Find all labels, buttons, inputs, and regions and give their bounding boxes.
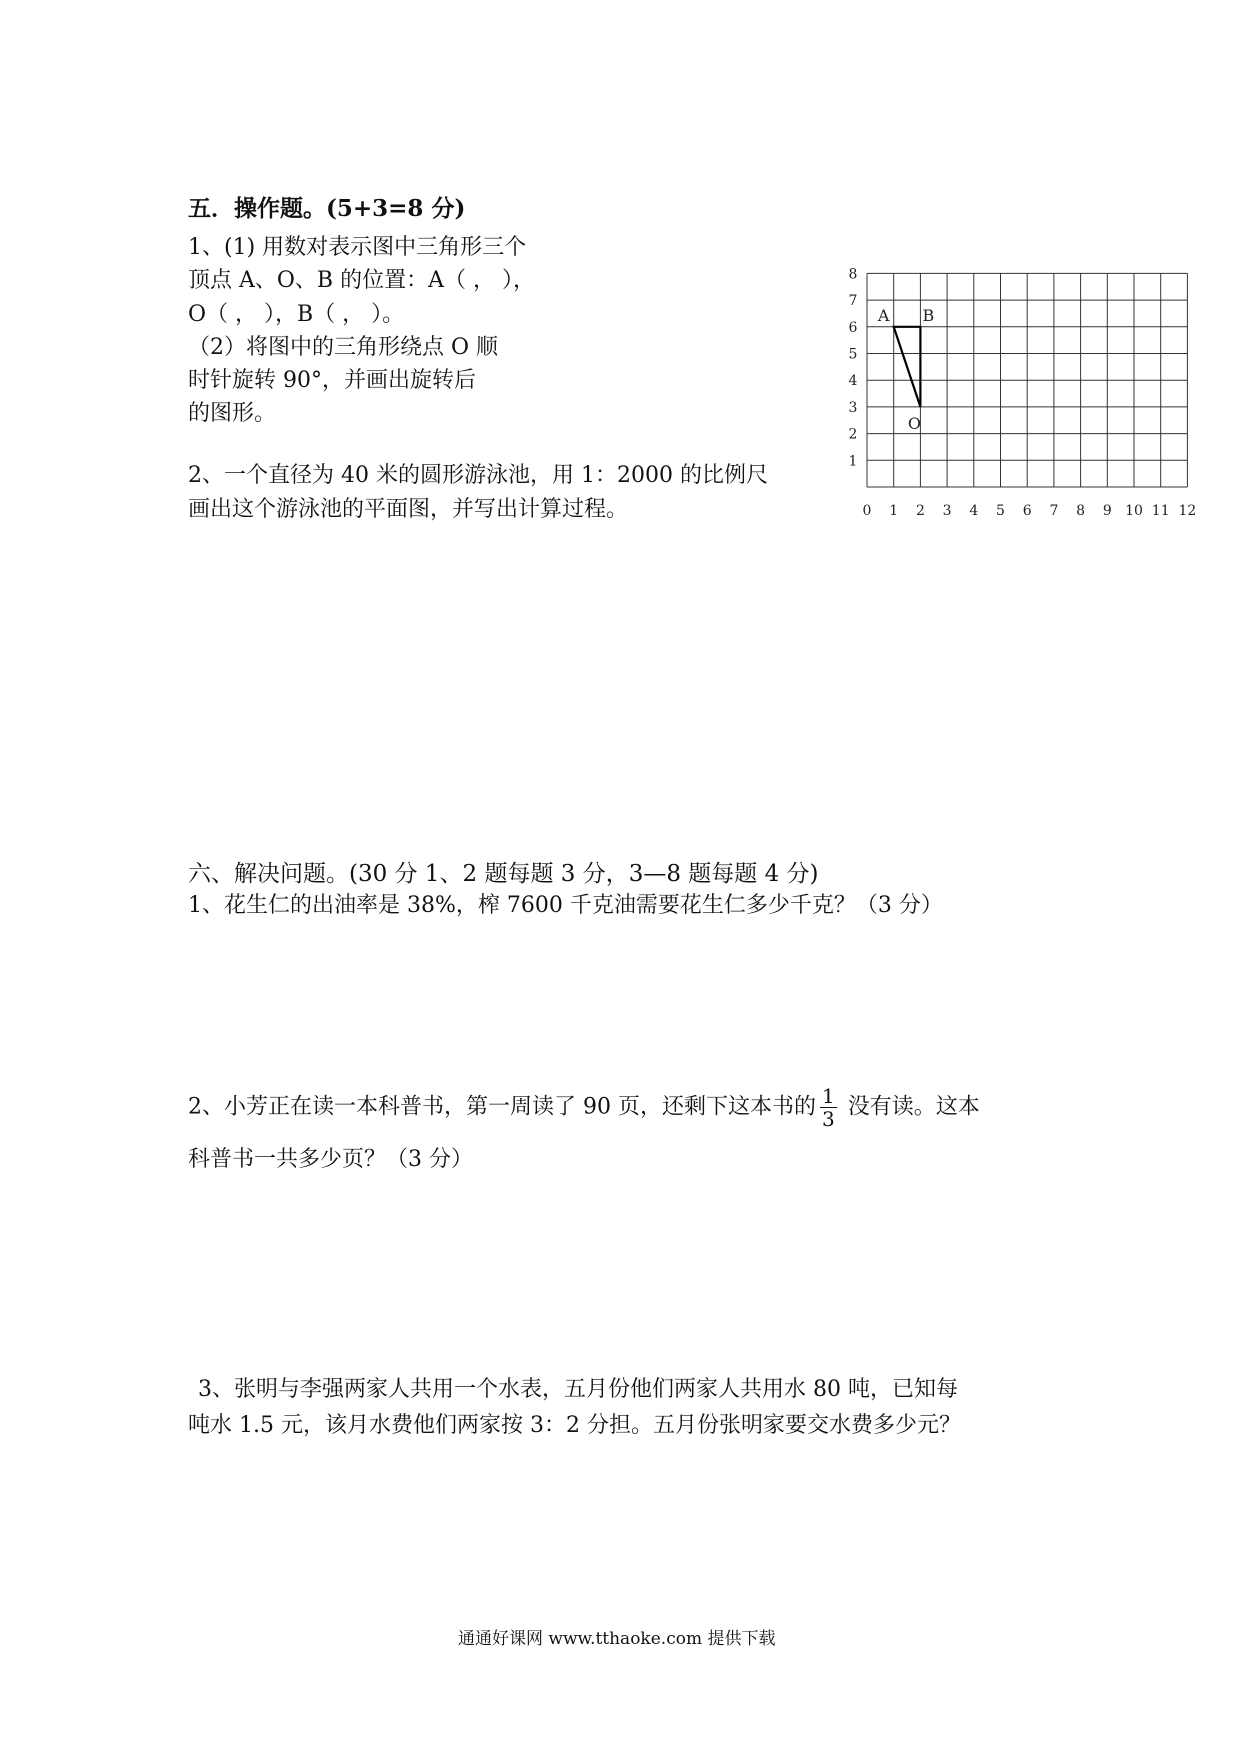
- triangle-AOB: [894, 327, 921, 407]
- x-tick-label: 5: [996, 503, 1005, 519]
- fraction-denominator: 3: [821, 1107, 835, 1131]
- x-tick-label: 10: [1125, 503, 1143, 519]
- q1-line-1: 1、(1) 用数对表示图中三角形三个: [188, 235, 527, 260]
- q1-line-2: 顶点 A、O、B 的位置：A（ ， ），: [188, 268, 535, 293]
- x-tick-label: 4: [969, 503, 979, 519]
- coordinate-grid: [845, 165, 1215, 530]
- point-label-O: O: [907, 413, 921, 433]
- q1-line-6: 的图形。: [188, 401, 277, 426]
- y-tick-label: 3: [848, 399, 858, 416]
- y-tick-label: 7: [848, 293, 858, 310]
- triangle-layer: [877, 306, 934, 433]
- s6-q3-line-1: 3、张明与李强两家人共用一个水表，五月份他们两家人共用水 80 吨，已知每: [198, 1377, 958, 1402]
- s6-q2-line-1: [188, 1085, 980, 1130]
- x-tick-label: 2: [915, 503, 925, 519]
- q2-line-1: 2、一个直径为 40 米的圆形游泳池，用 1：2000 的比例尺: [188, 463, 768, 488]
- fraction: [820, 1085, 837, 1130]
- section-5-heading: 五．操作题。(5+3=8 分): [188, 195, 466, 222]
- point-label-B: B: [922, 305, 935, 325]
- y-tick-label: 5: [848, 346, 858, 363]
- fraction-numerator: 1: [821, 1084, 835, 1108]
- y-tick-label: 1: [848, 453, 858, 470]
- q2-line-2: 画出这个游泳池的平面图，并写出计算过程。: [188, 497, 629, 522]
- y-tick-label: 6: [848, 319, 858, 336]
- tick-labels: [849, 266, 1197, 519]
- section-6-heading: 六、解决问题。(30 分 1、2 题每题 3 分，3—8 题每题 4 分): [188, 861, 819, 887]
- y-tick-label: 8: [848, 266, 858, 283]
- s6-q3-line-2: 吨水 1.5 元，该月水费他们两家按 3：2 分担。五月份张明家要交水费多少元？: [188, 1413, 961, 1438]
- s6-q2-text-after: 没有读。这本: [840, 1094, 980, 1120]
- s6-q2-line-2: 科普书一共多少页？（3 分）: [188, 1147, 473, 1172]
- x-tick-label: 9: [1102, 503, 1112, 519]
- x-tick-label: 7: [1049, 503, 1059, 519]
- s6-q2-text-before: 2、小芳正在读一本科普书，第一周读了 90 页，还剩下这本书的: [188, 1094, 816, 1120]
- x-tick-label: 8: [1076, 503, 1086, 519]
- s6-q1: 1、花生仁的出油率是 38%，榨 7600 千克油需要花生仁多少千克？（3 分）: [188, 893, 943, 918]
- point-label-A: A: [877, 305, 890, 325]
- x-tick-label: 6: [1022, 503, 1032, 519]
- grid-lines: [867, 273, 1187, 487]
- x-tick-label: 12: [1178, 503, 1197, 519]
- q1-line-3: O（ ， ），B（ ， ）。: [188, 302, 405, 327]
- x-tick-label: 11: [1151, 503, 1170, 519]
- q1-line-4: （2）将图中的三角形绕点 O 顺: [188, 335, 499, 360]
- y-tick-label: 4: [848, 373, 858, 390]
- x-tick-label: 1: [889, 503, 899, 519]
- footer-text: 通通好课网 www.tthaoke.com 提供下载: [458, 1629, 776, 1649]
- y-tick-label: 2: [848, 426, 858, 443]
- x-tick-label: 0: [862, 503, 872, 519]
- x-tick-label: 3: [942, 503, 952, 519]
- q1-line-5: 时针旋转 90°，并画出旋转后: [188, 368, 476, 393]
